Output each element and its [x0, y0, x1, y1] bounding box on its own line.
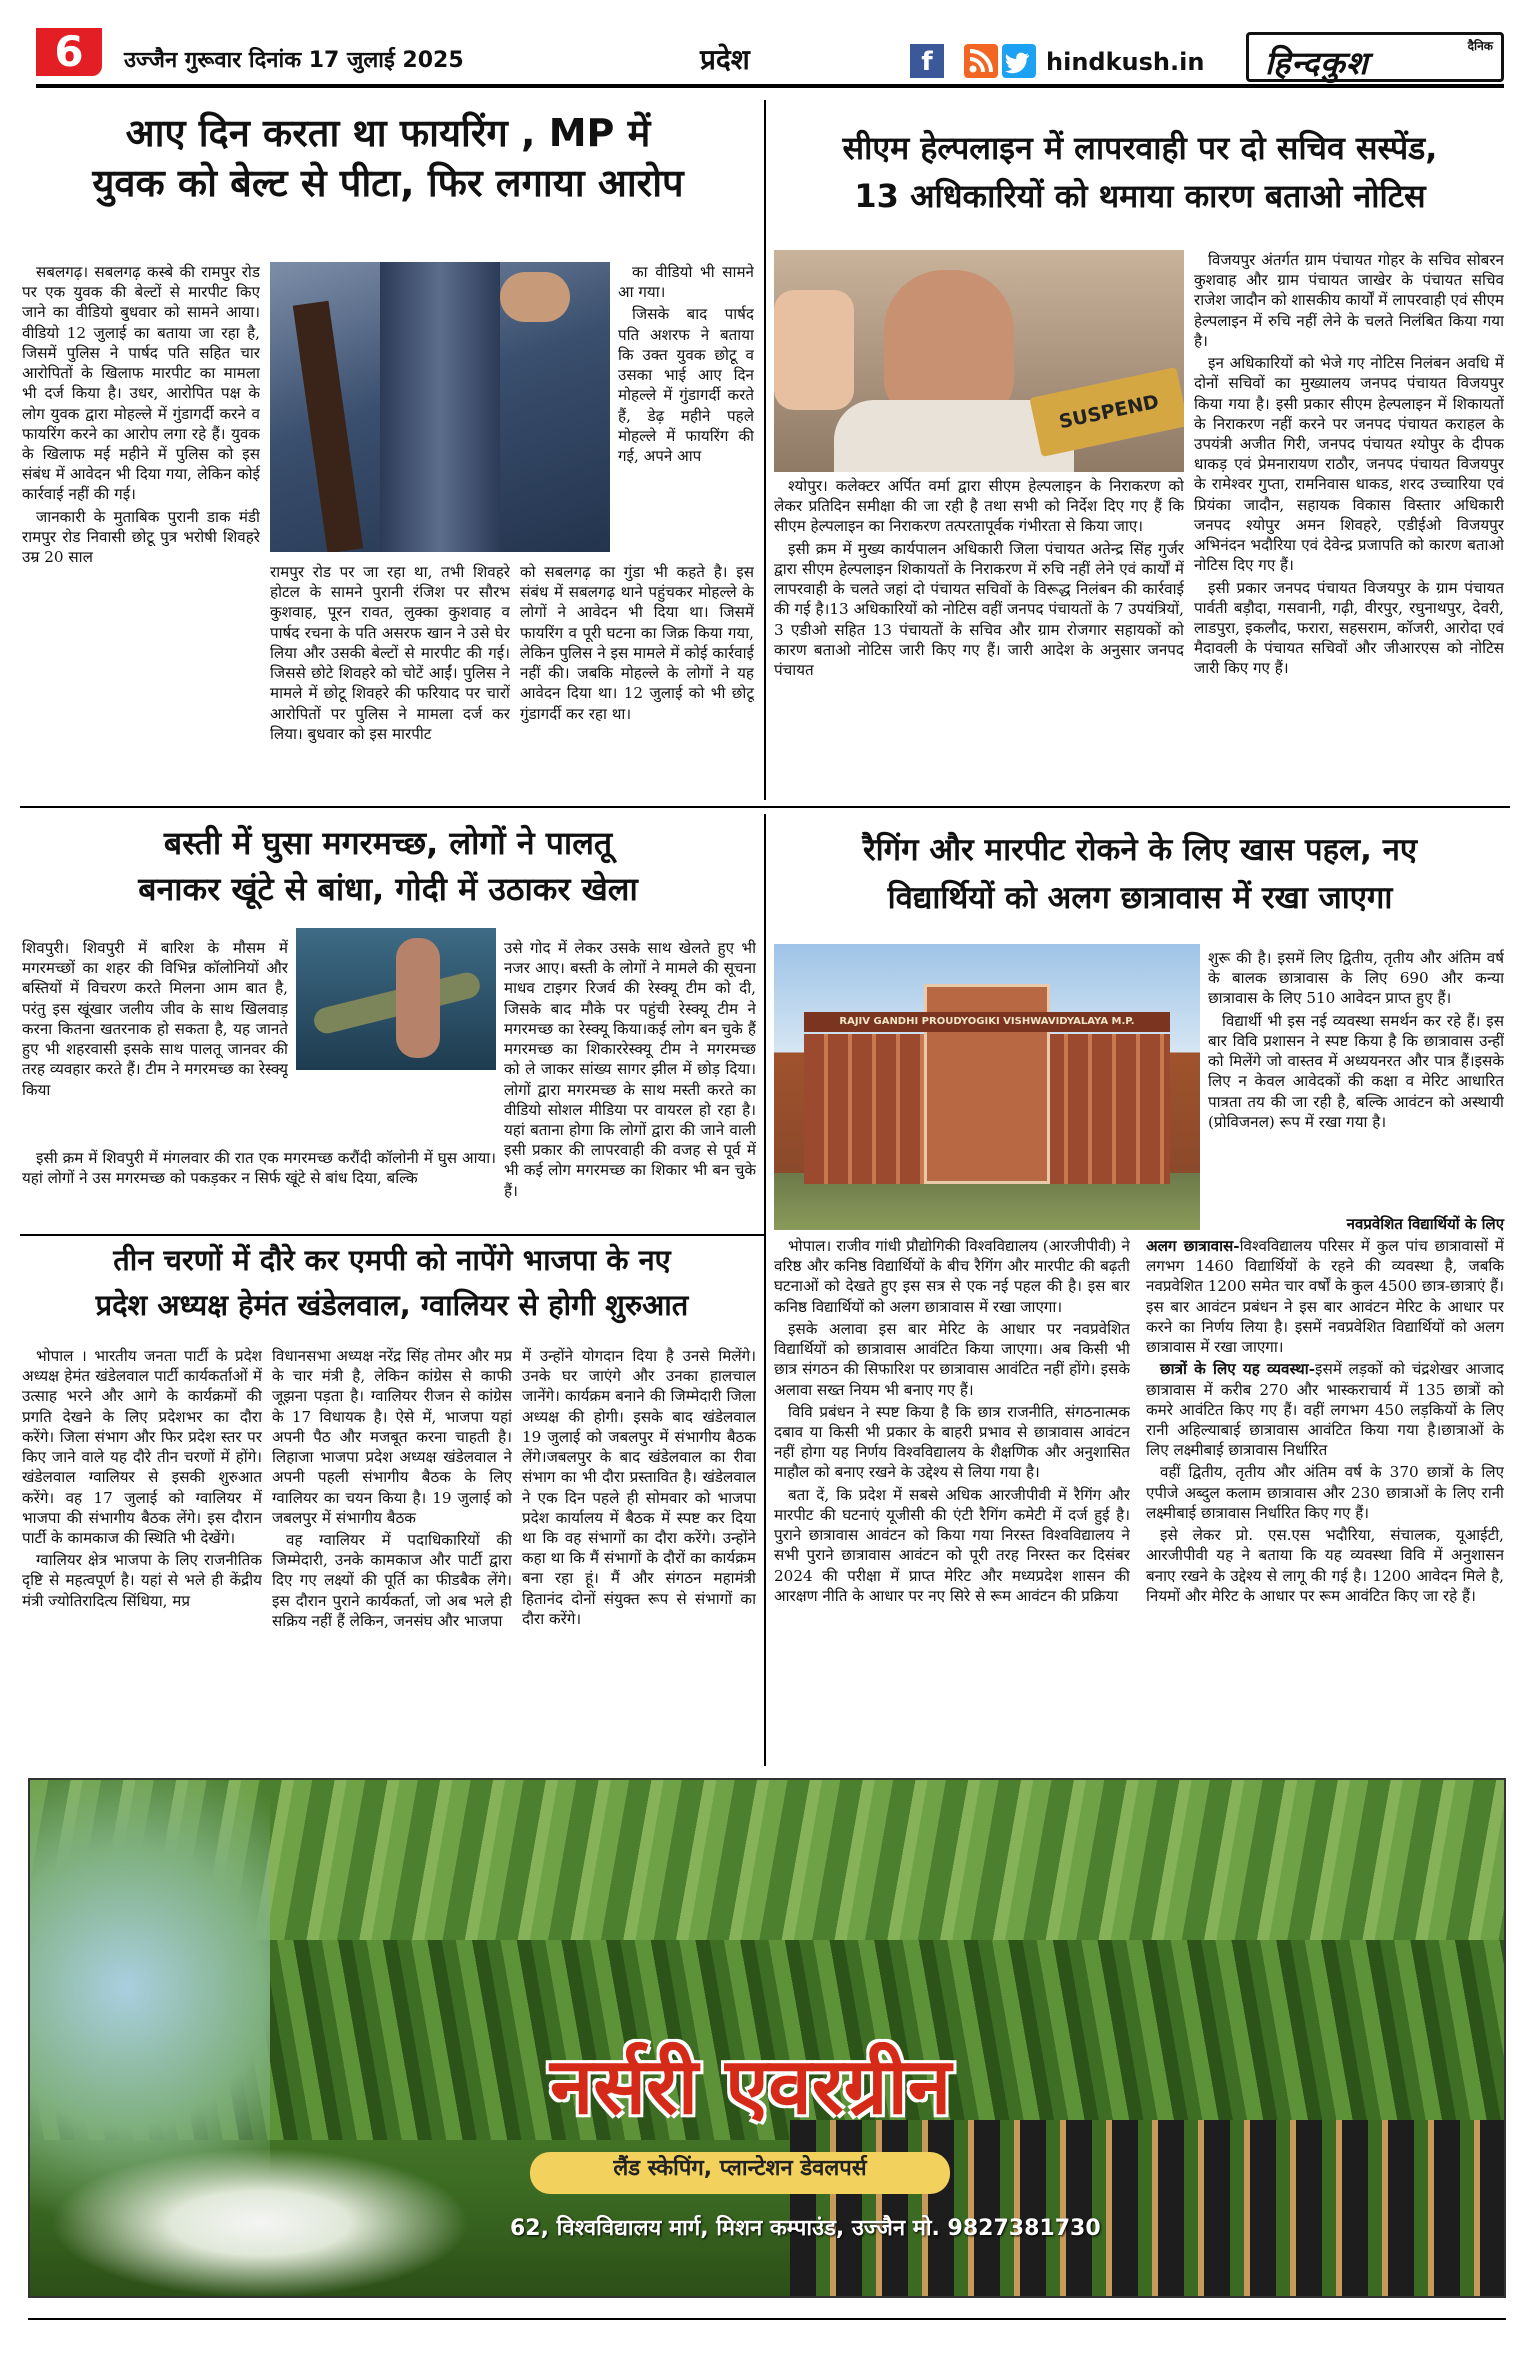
hostel-headline: रैगिंग और मारपीट रोकने के लिए खास पहल, नए विद्यार्थियों को अलग छात्रावास में रखा जाएगा [862, 832, 1418, 917]
cm-photo [774, 250, 1184, 472]
firing-col2: रामपुर रोड पर जा रहा था, तभी शिवहरे होटल के सामने पुरानी रंजिश पर सौरभ कुशवाह, पूरन रावत, लुक्का कुशवाह व पार्षद रचना के पति असरफ खान ने उसे घेर लिया और उसकी बेल्टों से मारपीट की गई। जिससे छोटे शिवहरे को चोटें आईं। पुलिस ने मामले में छोटू शिवहरे की फरियाद पर चारों आरोपितों पर पुलिस ने मामला दर्ज कर लिया। बुधवार को इस मारपीट [270, 563, 510, 743]
hostel-lead-2: छात्रों के लिए यह व्यवस्था- [1160, 1360, 1315, 1379]
crocodile-col1-top: शिवपुरी। शिवपुरी में बारिश के मौसम में मगरमच्छों का शहर की विभिन्न कॉलोनियों और बस्तियों में विचरण करते मिलना आम बात है, परंतु इस खूंखार जलीय जीव के साथ खिलवाड़ करना कितना खतरनाक हो सकता है, यह जानते हुए भी शहरवासी इसके साथ पालतू जानवर की तरह व्यवहार करते हैं। टीम ने मगरमच्छ का रेस्क्यू किया [22, 939, 288, 1099]
ad-title: नर्सरी एवरग्रीन [550, 2042, 952, 2132]
bjp-headline: तीन चरणों में दौरे कर एमपी को नापेंगे भाजपा के नए प्रदेश अध्यक्ष हेमंत खंडेलवाल, ग्वालियर से होगी शुरुआत [95, 1243, 689, 1322]
crocodile-col2: उसे गोद में लेकर उसके साथ खेलते हुए भी नजर आए। बस्ती के लोगों ने मामले की सूचना माधव टाइगर रिजर्व की रेस्क्यू टीम को दी, जिसके बाद मौके पर पहुंची रेस्क्यू टीम ने मगरमच्छ का रेस्क्यू किया।कई लोग बन चुके हैं मगरमच्छ का शिकाररेस्क्यू टीम ने मगरमच्छ को ले जाकर सांख्य सागर झील में छोड़ दिया। लोगों द्वारा मगरमच्छ के साथ मस्ती करते का वीडियो सोशल मीडिया पर वायरल हो रहा है। यहां बताना होगा कि लोगों द्वारा की जाने वाली इसी प्रकार की लापरवाही की वजह से पूर्व में भी कई लोग मगरमच्छ का शिकार भी बन चुके हैं। [504, 939, 756, 1200]
twitter-icon[interactable] [1002, 44, 1036, 78]
dateline: उज्जैन गुरूवार दिनांक 17 जुलाई 2025 [124, 48, 464, 73]
crocodile-col1-bottom: इसी क्रम में शिवपुरी में मंगलवार की रात एक मगरमच्छ करौंदी कॉलोनी में घुस आया। यहां लोगों ने उस मगरमच्छ को पकड़कर न सिर्फ खूंटे से बांध दिया, बल्कि [22, 1149, 496, 1188]
section-divider [20, 806, 1510, 808]
rss-icon[interactable] [964, 44, 998, 78]
helpline-headline: सीएम हेल्पलाइन में लापरवाही पर दो सचिव सस्पेंड, 13 अधिकारियों को थमाया कारण बताओ नोटिस [842, 129, 1438, 215]
brand-name: हिन्दकुश [1265, 44, 1369, 82]
helpline-col2: विजयपुर अंतर्गत ग्राम पंचायत गोहर के सचिव सोबरन कुशवाह और ग्राम पंचायत जाखेर के पंचायत सचिव राजेश जादौन को शासकीय कार्यों में लापरवाही एवं सीएम हेल्पलाइन में रुचि नहीं लेने के चलते निलंबित किया गया है। इन अधिकारियों को भेजे गए नोटिस निलंबन अवधि में दोनों सचिवों का मुख्यालय जनपद पंचायत विजयपुर किया गया है। इसी प्रकार सीएम हेल्पलाइन में शिकायतों के निराकरण नहीं करने पर जनपद पंचायत कराहल के उपयंत्री अजीत गिरी, जनपद पंचायत श्योपुर के दीपक धाकड़ एवं प्रेमनारायण राठौर, जनपद पंचायत विजयपुर के रामेश्वर गुप्ता, रामनिवास धाकड, शरद उच्चारिया एवं प्रियंका जादौन, सहायक विकास विस्तार अधिकारी जनपद श्योपुर अमन शिवहरे, एडीईओ विजयपुर अभिनंदन भदौरिया एवं देवेन्द्र प्रजापति को कारण बताओ नोटिस दिए गए हैं। इसी प्रकार जनपद पंचायत विजयपुर के ग्राम पंचायत पार्वती बड़ौदा, गसवानी, गढ़ी, वीरपुर, रघुनाथपुर, देवरी, लाडपुरा, इकलौद, फरारा, सहसराम, कॉजरी, आरोदा एवं मैदावली के पंचायत सचिवों और जीआरएस को नोटिस जारी किए गए हैं। [1194, 251, 1504, 678]
hostel-col1: भोपाल। राजीव गांधी प्रौद्योगिकी विश्वविद्यालय (आरजीपीवी) ने वरिष्ठ और कनिष्ठ विद्यार्थियों के बीच रैगिंग और मारपीट की बढ़ती घटनाओं को देखते हुए इस सत्र से एक नई पहल की है। इस बार कनिष्ठ विद्यार्थियों को अलग छात्रावास में रखा जाएगा। इसके अलावा इस बार मेरिट के आधार पर नवप्रवेशित विद्यार्थियों को छात्रावास आवंटित किया जाएगा। अब किसी भी छात्र संगठन की सिफारिश पर छात्रावास आवंटित नहीं होंगे। इसके अलावा सख्त नियम भी बनाए गए हैं। विवि प्रबंधन ने स्पष्ट किया है कि छात्र राजनीति, संगठनात्मक दबाव या किसी भी प्रकार के बाहरी प्रभाव से छात्रावास आवंटन नहीं होगा यह निर्णय विश्वविद्यालय के शैक्षणिक और अनुशासित माहौल को बनाए रखने के उद्देश्य से लिया गया है। बता दें, कि प्रदेश में सबसे अधिक आरजीपीवी में रैगिंग और मारपीट की घटनाएं यूजीसी की एंटी रैगिंग कमेटी में दर्ज हुई है।पुराने छात्रावास आवंटन को किया गया निरस्त विश्वविद्यालय ने सभी पुराने छात्रावास आवंटन को पूरी तरह निरस्त कर दिसंबर 2024 की परीक्षा में प्राप्त मेरिट और मध्यप्रदेश शासन की आरक्षण नीति के आधार पर नए सिरे से रूम आवंटन की प्रक्रिया [774, 1237, 1130, 1605]
university-sign: RAJIV GANDHI PROUDYOGIKI VISHWAVIDYALAYA M.P. [804, 1012, 1170, 1032]
nursery-advertisement[interactable] [28, 1778, 1506, 2298]
university-photo [774, 944, 1200, 1230]
website-link[interactable]: hindkush.in [1046, 48, 1205, 76]
page-number-badge [36, 28, 102, 76]
hostel-col2: अलग छात्रावास-विश्वविद्यालय परिसर में कुल पांच छात्रावासों में लगभग 1460 विद्यार्थियों के रहने की व्यवस्था है, जबकि नवप्रवेशित 1200 समेत चार वर्षों के कुल 4500 छात्र-छात्राएं हैं।इस बार आवंटन प्रबंधन ने इस बार आवंटन मेरिट के आधार पर करने का निर्णय लिया है। इसमें नवप्रवेशित विद्यार्थियों को अलग छात्रावास में रखा जाएगा। छात्रों के लिए यह व्यवस्था-इसमें लड़कों को चंद्रशेखर आजाद छात्रावास में करीब 270 और भास्कराचार्य में 135 छात्रों को कमरे आवंटित किए गए हैं। वहीं लगभग 450 लड़कियों के लिए रानी अहिल्याबाई छात्रावास आवंटित किया गया है।छात्राओं के लिए लक्ष्मीबाई छात्रावास निर्धारित वहीं द्वितीय, तृतीय और अंतिम वर्ष के 370 छात्रों के लिए एपीजे अब्दुल कलाम छात्रावास और 230 छात्राओं के लिए रानी लक्ष्मीबाई छात्रावास निर्धारित किए गए हैं। इसे लेकर प्रो. एस.एस भदौरिया, संचालक, यूआईटी, आरजीपीवी यह ने बताया कि यह व्यवस्था विवि में अनुशासन बनाए रखने के उद्देश्य से लागू की गई है। 1200 आवेदन मिले है, नियमों और मेरिट के आधार पर रूम आवंटित किए जा रहे हैं। [1146, 1237, 1504, 1605]
firing-col1: सबलगढ़। सबलगढ़ कस्बे की रामपुर रोड पर एक युवक की बेल्टों से मारपीट किए जाने का वीडियो बुधवार को सामने आया। वीडियो 12 जुलाई का बताया जा रहा है, जिसमें पुलिस ने पार्षद पति सहित चार आरोपितों के खिलाफ मारपीट का मामला भी दर्ज किया है। उधर, आरोपित पक्ष के लोग युवक द्वारा मोहल्ले में गुंडागर्दी करने व फायरिंग करने का आरोप लगा रहे हैं। युवक के खिलाफ मई महीने में पुलिस को इस संबंध में आवेदन भी दिया गया, लेकिन कोई कार्रवाई नहीं की गई। जानकारी के मुताबिक पुरानी डाक मंडी रामपुर रोड निवासी छोटू पुत्र भरोषी शिवहरे उम्र 20 साल [22, 263, 260, 567]
crocodile-headline: बस्ती में घुसा मगरमच्छ, लोगों ने पालतू बनाकर खूंटे से बांधा, गोदी में उठाकर खेला [138, 824, 638, 909]
helpline-col1: श्योपुर। कलेक्टर अर्पित वर्मा द्वारा सीएम हेल्पलाइन के निराकरण को लेकर प्रतिदिन समीक्षा की जा रही है तथा सभी को निर्देश दिए गए हैं कि सीएम हेल्पलाइन का निराकरण तत्परतापूर्वक गंभीरता से किया जाए। इसी क्रम में मुख्य कार्यपालन अधिकारी जिला पंचायत अतेन्द्र सिंह गुर्जर द्वारा सीएम हेल्पलाइन शिकायतों के निराकरण में रुचि नहीं लेने एवं कार्यों में लापरवाही के चलते जहां दो पंचायत सचिवों के विरूद्ध निलंबन की कार्रवाई की गई है।13 अधिकारियों को नोटिस वहीं जनपद पंचायतों के 7 उपयंत्रियों, 3 एडीओ सहित 13 पंचायतों के सचिव और ग्राम रोजगार सहायकों को कारण बताओ नोटिस जारी किए गए हैं। जारी आदेश के अनुसार जनपद पंचायत [774, 477, 1184, 679]
ad-address: 62, विश्वविद्यालय मार्ग, मिशन कम्पाउंड, उज्जैन मो. 9827381730 [510, 2216, 1101, 2241]
hostel-lead-1: अलग छात्रावास- [1146, 1237, 1240, 1255]
masthead-divider [36, 84, 1504, 88]
bjp-col3: में उन्होंने योगदान दिया है उनसे मिलेंगे। उनके घर जाएंगे और उनका हालचाल जानेंगे। कार्यक्रम बनाने की जिम्मेदारी जिला अध्यक्ष की होगी। इसके बाद खंडेलवाल 19 जुलाई को जबलपुर में संभागीय बैठक लेंगे।जबलपुर के बाद खंडेलवाल का रीवा संभाग का भी दौरा प्रस्तावित है। खंडेलवाल ने एक दिन पहले ही सोमवार को भाजपा प्रदेश कार्यालय में बैठक में स्पष्ट कर दिया था कि वह संभागों का दौरा करेंगे। उन्होंने कहा था कि मैं संभागों के दौरों का कार्यक्रम बना रहा हूं। मैं और संगठन महामंत्री हितानंद दोनों संयुक्त रूप से संभागों का दौरा करेंगे। [522, 1347, 756, 1628]
firing-col3-top: का वीडियो भी सामने आ गया। जिसके बाद पार्षद पति अशरफ ने बताया कि उक्त युवक छोटू व उसका भाई आए दिन मोहल्ले में गुंडागर्दी करते हैं, डेढ़ महीने पहले मोहल्ले में फायरिंग की गई, अपने आप [618, 263, 754, 465]
brand-small: दैनिक [1467, 39, 1493, 53]
hostel-side-top: शुरू की है। इसमें लिए द्वितीय, तृतीय और अंतिम वर्ष के बालक छात्रावास के लिए 690 और कन्या छात्रावास के लिए 510 आवेदन प्राप्त हुए हैं। विद्यार्थी भी इस नई व्यवस्था समर्थन कर रहे हैं। इस बार विवि प्रशासन ने स्पष्ट किया है कि छात्रावास उन्हीं को मिलेंगे जो वास्तव में अध्ययनरत और पात्र हैं।इसके लिए न केवल आवेदकों की कक्षा व मेरिट आधारित पात्रता तय की जा रही है, बल्कि आवंटन को अस्थायी (प्रोविजनल) रूप में रखा गया है। [1208, 949, 1504, 1131]
firing-headline: आए दिन करता था फायरिंग , MP में युवक को बेल्ट से पीटा, फिर लगाया आरोप [92, 111, 684, 206]
column-divider [764, 100, 766, 800]
section-title: प्रदेश [700, 43, 750, 76]
hostel-side-subhead: नवप्रवेशित विद्यार्थियों के लिए [1346, 1215, 1504, 1233]
facebook-icon[interactable]: f [910, 44, 944, 78]
bjp-col1: भोपाल । भारतीय जनता पार्टी के प्रदेश अध्यक्ष हेमंत खंडेलवाल पार्टी कार्यकर्ताओं में उत्साह भरने और आगे के कार्यक्रमों की प्रगति देखने के लिए प्रदेशभर का दौरा करेंगे। जिला संभाग और फिर प्रदेश स्तर पर किए जाने वाले यह दौरे तीन चरणों में होंगे। खंडेलवाल ग्वालियर से इसकी शुरुआत करेंगे। वह 17 जुलाई को ग्वालियर में भाजपा की संभागीय बैठक लेंगे। इस दौरान पार्टी के कामकाज की स्थिति भी देखेंगे। ग्वालियर क्षेत्र भाजपा के लिए राजनीतिक दृष्टि से महत्वपूर्ण है। यहां से भले ही केंद्रीय मंत्री ज्योतिरादित्य सिंधिया, मप्र [22, 1347, 262, 1610]
crocodile-divider [20, 1234, 764, 1236]
crocodile-photo [296, 928, 496, 1070]
page-number: 6 [54, 27, 84, 76]
bjp-col2: विधानसभा अध्यक्ष नरेंद्र सिंह तोमर और मप्र के चार मंत्री है, लेकिन कांग्रेस से काफी जूझना पड़ता है। ग्वालियर रीजन से कांग्रेस के 17 विधायक है। ऐसे में, भाजपा यहां अपनी पैठ और मजबूत करना चाहती है। लिहाजा भाजपा प्रदेश अध्यक्ष खंडेलवाल ने अपनी पहली संभागीय बैठक के लिए ग्वालियर का चयन किया है। 19 जुलाई को जबलपुर में संभागीय बैठक वह ग्वालियर में पदाधिकारियों की जिम्मेदारी, उनके कामकाज और पार्टी द्वारा दिए गए लक्ष्यों की पूर्ति का फीडबैक लेंगे। इस दौरान पुराने कार्यकर्ता, जो अब भले ही सक्रिय नहीं हैं लेकिन, जनसंघ और भाजपा [272, 1347, 512, 1630]
suspend-sign: SUSPEND [1029, 367, 1184, 457]
brand-logo [1246, 32, 1504, 82]
column-divider-2 [764, 814, 766, 1766]
masthead [0, 0, 1536, 80]
ad-subtitle: लैंड स्केपिंग, प्लान्टेशन डेवलपर्स [530, 2152, 950, 2194]
footer-divider [28, 2318, 1506, 2320]
belt-photo [270, 262, 610, 552]
firing-col3-bottom: को सबलगढ़ का गुंडा भी कहते है। इस संबंध में सबलगढ़ थाने पहुंचकर मोहल्ले के लोगों ने आवेदन भी दिया था। जिसमें फायरिंग व पूरी घटना का जिक्र किया गया, लेकिन पुलिस ने इस मामले में कोई कार्रवाई नहीं की। जबकि मोहल्ले के लोगों ने यह आवेदन दिया था। 12 जुलाई को भी छोटू गुंडागर्दी कर रहा था। [520, 563, 754, 723]
